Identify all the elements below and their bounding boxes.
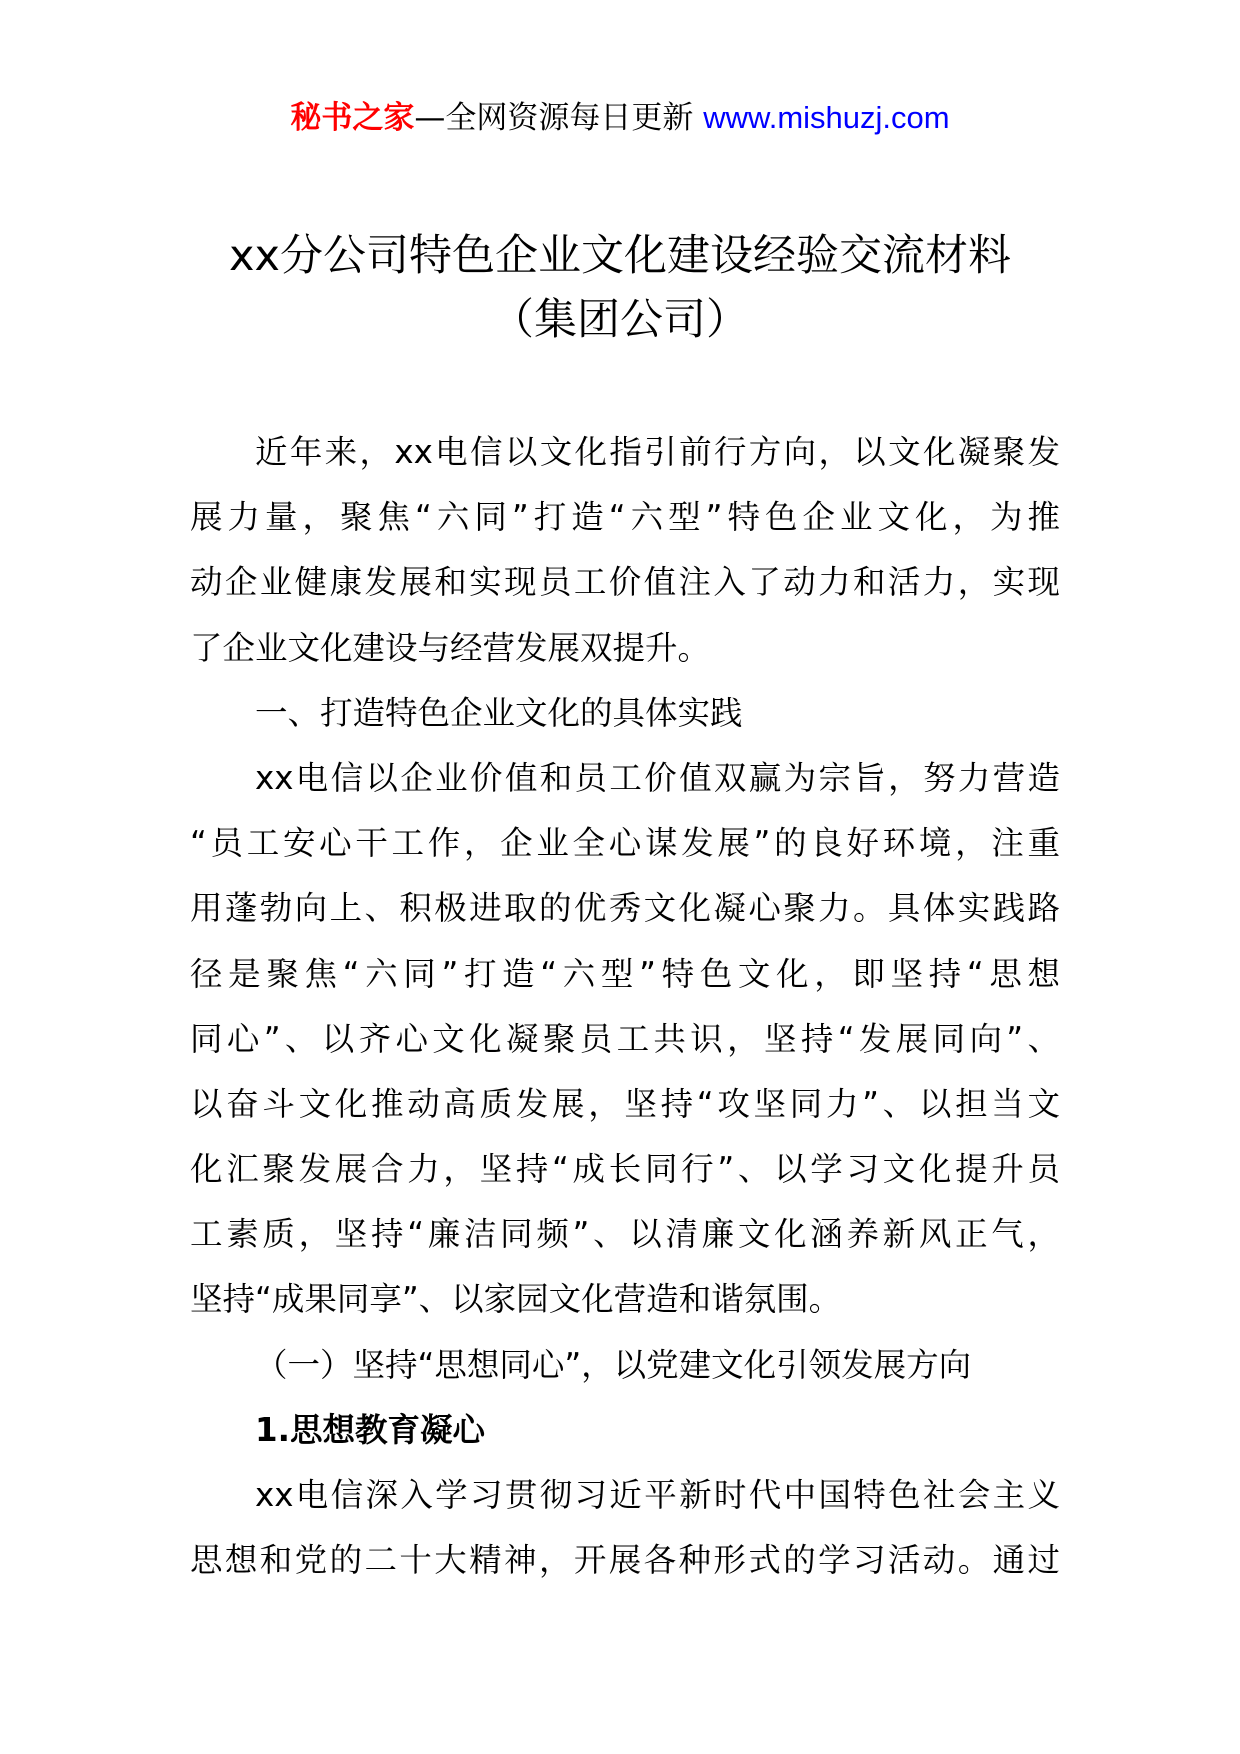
paragraph-practice-line: 同心”、以齐心文化凝聚员工共识，坚持“发展同向”、 bbox=[190, 1019, 1060, 1058]
paragraph-intro-line: 展力量，聚焦“六同”打造“六型”特色企业文化，为推 bbox=[190, 498, 1060, 537]
site-header bbox=[0, 98, 1240, 138]
paragraph-practice-line: 以奋斗文化推动高质发展，坚持“攻坚同力”、以担当文 bbox=[190, 1084, 1060, 1123]
paragraph-practice-line: xx电信以企业价值和员工价值双赢为宗旨，努力营造 bbox=[255, 758, 1060, 797]
subsection-heading: （一）坚持“思想同心”，以党建文化引领发展方向 bbox=[255, 1345, 972, 1384]
section-heading: 一、打造特色企业文化的具体实践 bbox=[255, 693, 743, 732]
paragraph-practice-line: 用蓬勃向上、积极进取的优秀文化凝心聚力。具体实践路 bbox=[190, 889, 1060, 928]
item-heading: 1.思想教育凝心 bbox=[255, 1410, 485, 1449]
paragraph-education-line: xx电信深入学习贯彻习近平新时代中国特色社会主义 bbox=[255, 1476, 1060, 1514]
site-url-link[interactable]: www.mishuzj.com bbox=[703, 100, 950, 135]
paragraph-intro-line: 动企业健康发展和实现员工价值注入了动力和活力，实现 bbox=[190, 563, 1060, 602]
paragraph-practice-line: 径是聚焦“六同”打造“六型”特色文化，即坚持“思想 bbox=[190, 954, 1060, 993]
document-title: xx分公司特色企业文化建设经验交流材料 bbox=[229, 231, 1011, 281]
document-subtitle: （集团公司） bbox=[491, 295, 749, 345]
paragraph-intro-line: 了企业文化建设与经营发展双提升。 bbox=[190, 628, 711, 667]
paragraph-intro-line: 近年来，xx电信以文化指引前行方向，以文化凝聚发 bbox=[255, 433, 1060, 471]
paragraph-practice-line: “员工安心干工作，企业全心谋发展”的良好环境，注重 bbox=[190, 824, 1060, 863]
brand-name: 秘书之家 bbox=[290, 100, 415, 136]
paragraph-education-line: 思想和党的二十大精神，开展各种形式的学习活动。通过 bbox=[190, 1541, 1060, 1580]
header-slogan: —全网资源每日更新 bbox=[414, 100, 694, 136]
paragraph-practice-line: 化汇聚发展合力，坚持“成长同行”、以学习文化提升员 bbox=[190, 1150, 1060, 1189]
document-body bbox=[190, 420, 1060, 1593]
paragraph-practice-line: 坚持“成果同享”、以家园文化营造和谐氛围。 bbox=[190, 1280, 842, 1319]
paragraph-practice-line: 工素质，坚持“廉洁同频”、以清廉文化涵养新风正气， bbox=[190, 1215, 1060, 1254]
